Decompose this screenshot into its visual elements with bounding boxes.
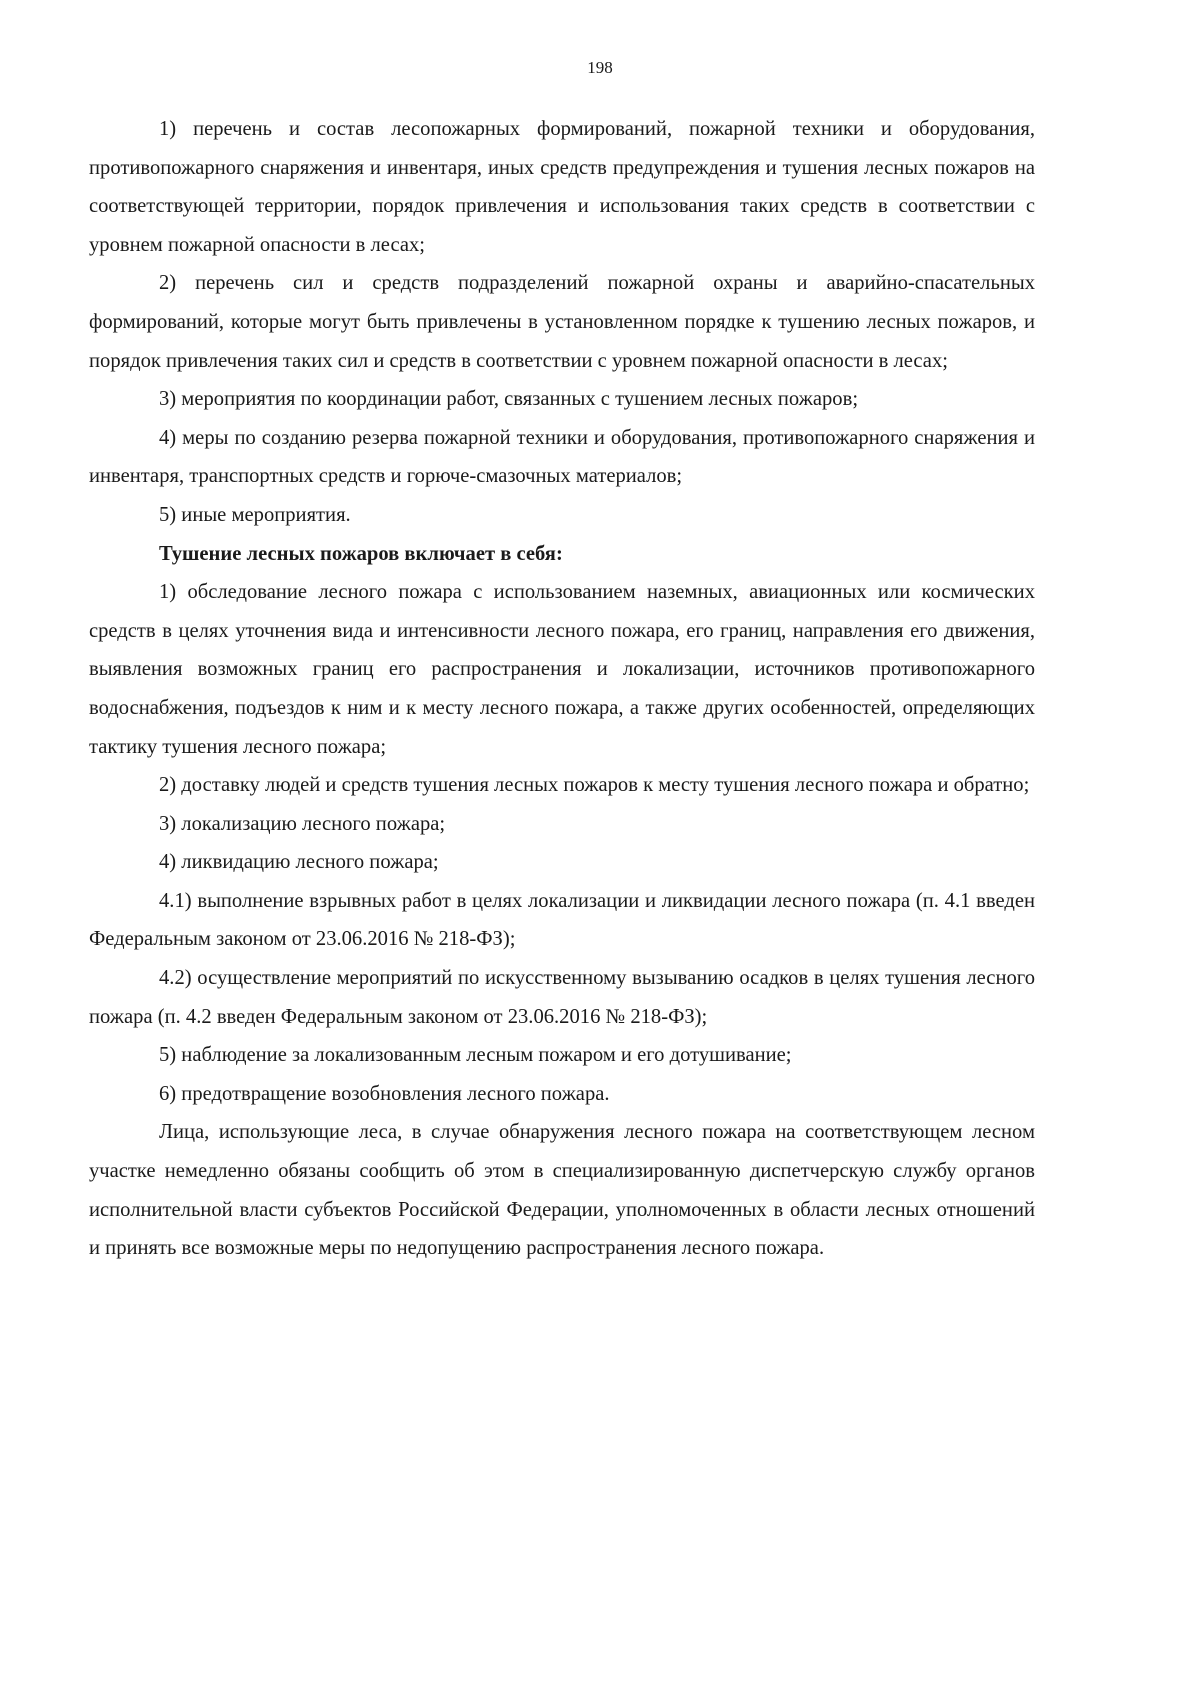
paragraph-list-item-2: 2) перечень сил и средств подразделений пожарной охраны и аварийно-спасательных формирований, которые могут быть привлечены в установленном порядке к тушению лесных пожаров, и порядок привлечения таких сил и средств в соответствии с уровнем пожарной опасности в лесах; xyxy=(89,272,1035,372)
paragraph-extinguish-item-1: 1) обследование лесного пожара с использованием наземных, авиационных или космических средств в целях уточнения вида и интенсивности лесного пожара, его границ, направления его движения, выявления возможных границ его распространения и локализации, источников противопожарного водоснабжения, подъездов к ним и к месту лесного пожара, а также других особенностей, определяющих тактику тушения лесного пожара; xyxy=(89,581,1035,758)
paragraph-extinguish-item-4-1: 4.1) выполнение взрывных работ в целях локализации и ликвидации лесного пожара (п. 4.1 введен Федеральным законом от 23.06.2016 № 218-ФЗ); xyxy=(89,889,1035,951)
paragraph-extinguish-item-6: 6) предотвращение возобновления лесного пожара. xyxy=(159,1082,610,1105)
paragraph-list-item-5: 5) иные мероприятия. xyxy=(159,503,351,526)
paragraph-extinguish-item-2: 2) доставку людей и средств тушения лесных пожаров к месту тушения лесного пожара и обратно; xyxy=(159,774,1030,797)
paragraph-extinguish-item-5: 5) наблюдение за локализованным лесным пожаром и его дотушивание; xyxy=(159,1044,792,1067)
section-heading: Тушение лесных пожаров включает в себя: xyxy=(159,542,563,565)
paragraph-extinguish-item-4-2: 4.2) осуществление мероприятий по искусственному вызыванию осадков в целях тушения лесного пожара (п. 4.2 введен Федеральным законом от 23.06.2016 № 218-ФЗ); xyxy=(89,967,1035,1028)
paragraph-extinguish-item-4: 4) ликвидацию лесного пожара; xyxy=(159,851,439,874)
paragraph-list-item-1: 1) перечень и состав лесопожарных формирований, пожарной техники и оборудования, противопожарного снаряжения и инвентаря, иных средств предупреждения и тушения лесных пожаров на соответствующей территории, порядок привлечения и использования таких средств в соответствии с уровнем пожарной опасности в лесах; xyxy=(89,118,1035,256)
paragraph-extinguish-item-3: 3) локализацию лесного пожара; xyxy=(159,812,446,835)
paragraph-list-item-4: 4) меры по созданию резерва пожарной техники и оборудования, противопожарного снаряжения и инвентаря, транспортных средств и горюче-смазочных материалов; xyxy=(89,426,1035,488)
document-body xyxy=(89,110,1035,1268)
page-number: 198 xyxy=(587,58,613,77)
paragraph-closing: Лица, использующие леса, в случае обнаружения лесного пожара на соответствующем лесном участке немедленно обязаны сообщить об этом в специализированную диспетчерскую службу органов исполнительной власти субъектов Российской Федерации, уполномоченных в области лесных отношений и принять все возможные меры по недопущению распространения лесного пожара. xyxy=(89,1121,1035,1260)
paragraph-list-item-3: 3) мероприятия по координации работ, связанных с тушением лесных пожаров; xyxy=(159,388,859,411)
